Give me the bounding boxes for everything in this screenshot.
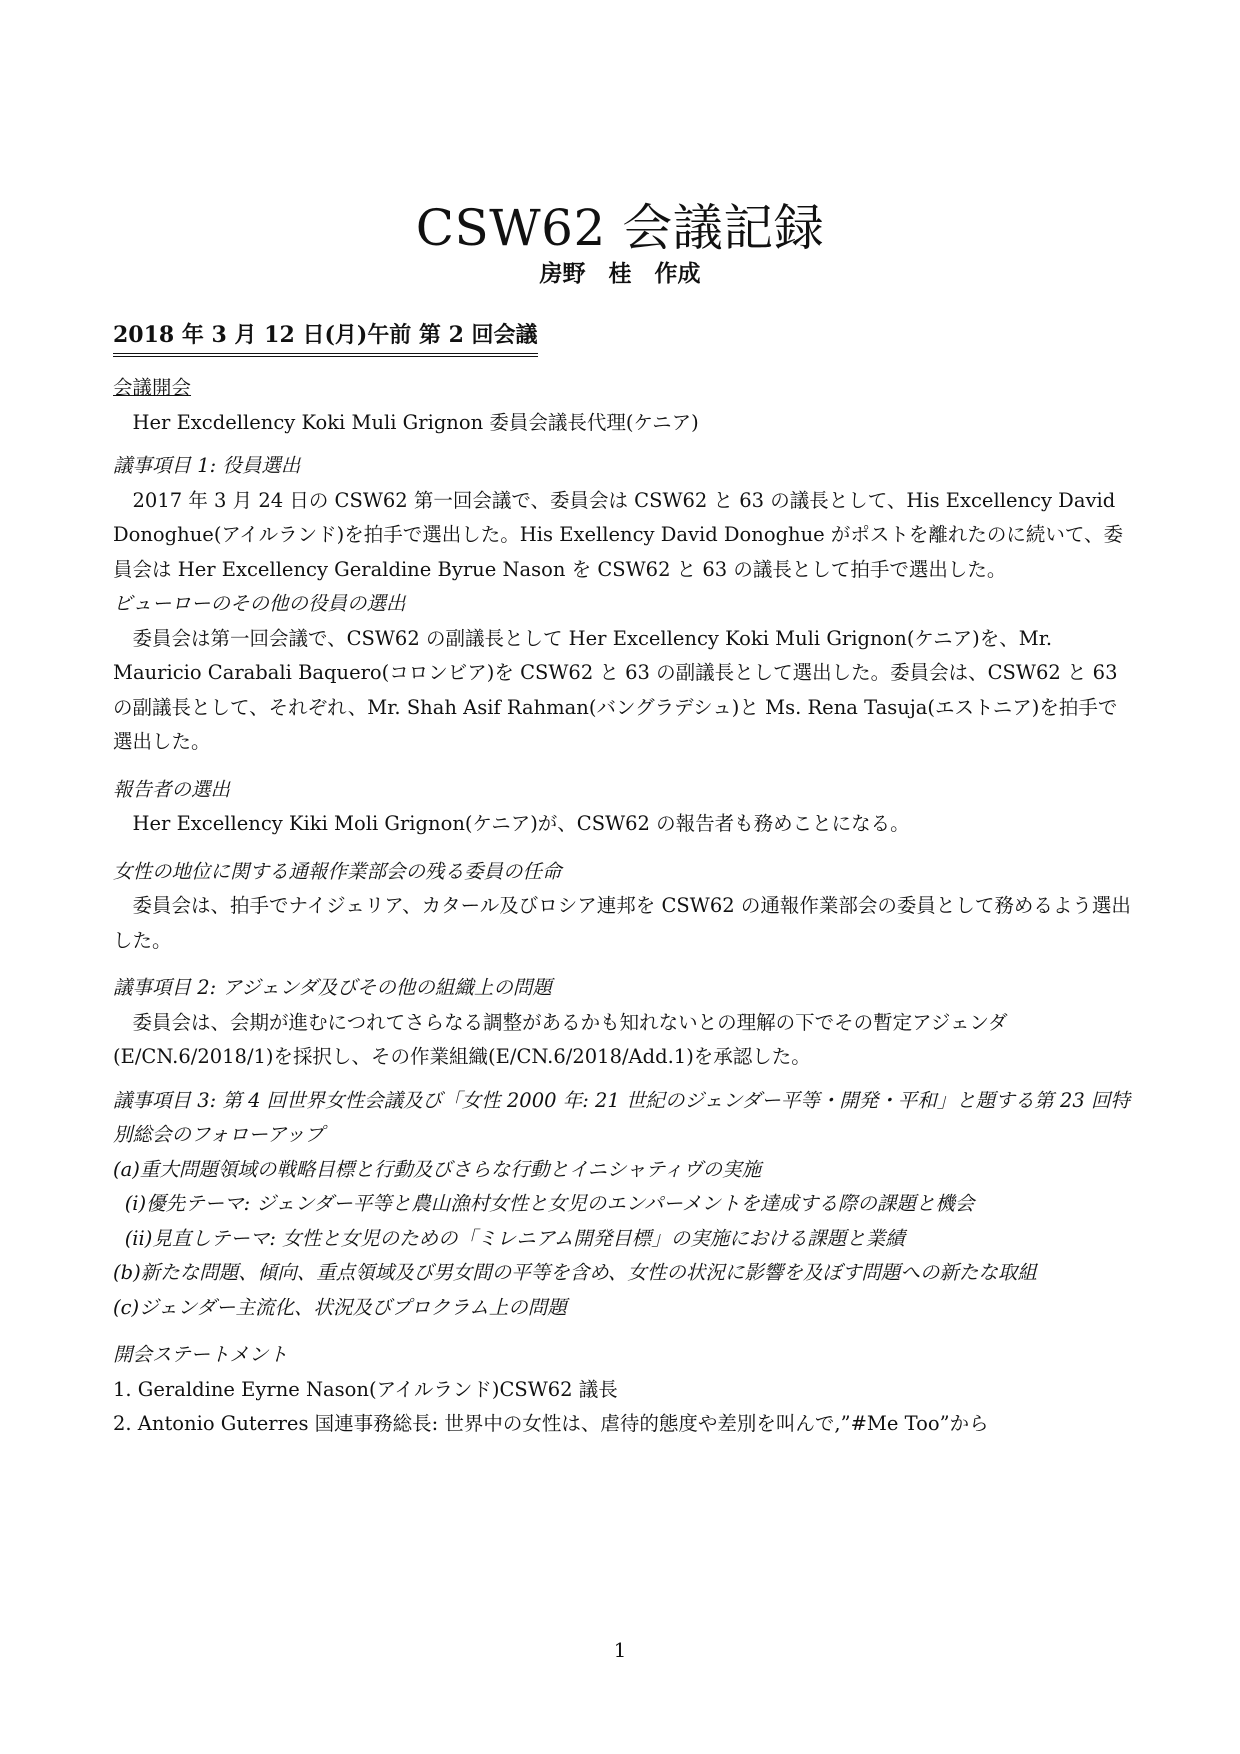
document-body [113,371,1131,1442]
item3-sub-c: (c)ジェンダー主流化、状況及びプロクラム上の問題 [113,1295,567,1319]
bureau-text: 委員会は第一回会議で、CSW62 の副議長として Her Excellency Koki Muli Grignon(ケニア)を、Mr. Mauricio Carabali Baquero(コロンビア)を CSW62 と 63 の副議長として選出した。委員会は、CSW62 と 63 の副議長として、それぞれ、Mr. Shah Asif Rahman(バングラデシュ)と Ms. Rena Tasuja(エストニア)を拍手で選出した。 [113,626,1118,753]
page-number: 1 [613,1638,627,1662]
opening-label: 会議開会 [113,376,192,399]
communications-text: 委員会は、拍手でナイジェリア、カタール及びロシア連邦を CSW62 の通報作業部会の委員として務めるよう選出した。 [113,894,1131,952]
bureau-label: ビューローのその他の役員の選出 [113,592,406,615]
statements-label: 開会ステートメント [113,1343,288,1366]
item2-text: 委員会は、会期が進むにつれてさらなる調整があるかも知れないとの理解の下でその暫定アジェンダ(E/CN.6/2018/1)を採択し、その作業組織(E/CN.6/2018/Add.1)を承認した。 [113,1010,1008,1068]
statement-item-1: 1. Geraldine Eyrne Nason(アイルランド)CSW62 議長 [113,1377,618,1401]
statement-item-2: 2. Antonio Guterres 国連事務総長: 世界中の女性は、虐待的態度や差別を叫んで,”#Me Too”から [113,1412,989,1435]
rapporteur-text: Her Excellency Kiki Moli Grignon(ケニア)が、CSW62 の報告者も務めことになる。 [132,812,910,835]
item3-sub-a-ii: (ii)見直しテーマ: 女性と女児のための「ミレニアム開発目標」の実施における課題と業績 [124,1226,905,1250]
item3-sub-a: (a)重大問題領域の戦略目標と行動及びさらな行動とイニシャティヴの実施 [113,1157,762,1181]
item1-label: 議事項目 1: 役員選出 [113,454,301,477]
session-heading: 2018 年 3 月 12 日(月)午前 第 2 回会議 [113,318,538,357]
item2-label: 議事項目 2: アジェンダ及びその他の組織上の問題 [113,976,552,999]
item3-sub-b: (b)新たな問題、傾向、重点領域及び男女間の平等を含め、女性の状況に影響を及ぼす問題への新たな取組 [113,1261,1037,1284]
opening-text: Her Excdellency Koki Muli Grignon 委員会議長代理(ケニア) [132,410,699,434]
rapporteur-label: 報告者の選出 [113,777,231,801]
item3-label: 議事項目 3: 第 4 回世界女性会議及び「女性 2000 年: 21 世紀のジェンダー平等・開発・平和」と題する第 23 回特別総会のフォローアップ [113,1088,1131,1146]
communications-label: 女性の地位に関する通報作業部会の残る委員の任命 [113,859,562,883]
document-title: CSW62 会議記録 [415,198,825,257]
item3-sub-a-i: (i)優先テーマ: ジェンダー平等と農山漁村女性と女児のエンパーメントを達成する際の課題と機会 [124,1192,975,1215]
item1-text: 2017 年 3 月 24 日の CSW62 第一回会議で、委員会は CSW62 と 63 の議長として、His Excellency David Donoghue(アイルランド)を拍手で選出した。His Exellency David Donoghue がポストを離れたのに続いて、委員会は Her Excellency Geraldine Byrue Nason を CSW62 と 63 の議長として拍手で選出した。 [113,488,1124,581]
document-author: 房野 桂 作成 [539,260,701,287]
